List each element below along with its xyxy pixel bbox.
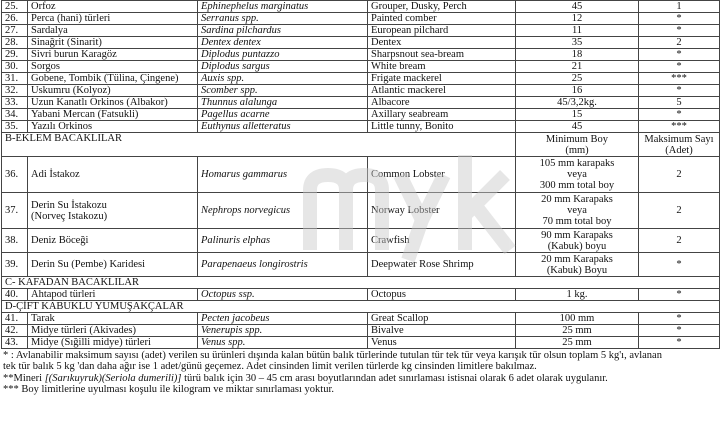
english-name: Octopus — [368, 289, 516, 301]
table-row — [2, 85, 720, 97]
turkish-name — [28, 253, 198, 277]
footnote-1: * : Avlanabilir maksimum sayısı (adet) verilen su ürünleri dışında kalan bütün balık türlerinde tutulan tür tek tür veya karışık tür olsun toplam 5 kg'ı, avlanan — [3, 350, 662, 361]
scientific-name: Thunnus alalunga — [198, 97, 368, 109]
row-number: 30. — [2, 61, 28, 73]
table-row — [2, 337, 720, 349]
english-name: Frigate mackerel — [368, 73, 516, 85]
maximum-count: 2 — [639, 37, 720, 49]
english-name: Sharpsnout sea-bream — [368, 49, 516, 61]
table-row — [2, 1, 720, 13]
table-row — [2, 97, 720, 109]
turkish-name: Uzun Kanatlı Orkinos (Albakor) — [28, 97, 198, 109]
scientific-name: Scomber spp. — [198, 85, 368, 97]
turkish-name: Sorgos — [28, 61, 198, 73]
minimum-size — [516, 157, 639, 193]
minimum-size — [516, 229, 639, 253]
cell-line: (Norveç Istakozu) — [31, 210, 108, 222]
maximum-count: *** — [639, 121, 720, 133]
species-table-body — [2, 1, 720, 349]
english-name: European pilchard — [368, 25, 516, 37]
minimum-size: 45/3,2kg. — [516, 97, 639, 109]
maximum-count: * — [639, 109, 720, 121]
cell-line: 20 mm Karapaks — [541, 253, 613, 265]
turkish-name: Yazılı Orkinos — [28, 121, 198, 133]
section-b-header — [2, 133, 720, 157]
table-row — [2, 313, 720, 325]
maximum-count: * — [639, 61, 720, 73]
minimum-size: 11 — [516, 25, 639, 37]
maximum-count-header — [639, 133, 720, 157]
cell-line: (Kabuk) boyu — [547, 240, 607, 252]
minimum-size: 45 — [516, 1, 639, 13]
row-number: 31. — [2, 73, 28, 85]
footnote-3: *** Boy limitlerine uyulması koşulu ile kilogram ve miktar sınırlaması yoktur. — [3, 384, 335, 396]
cell-line: Adi İstakoz — [31, 169, 80, 180]
row-number: 32. — [2, 85, 28, 97]
turkish-name: Sardalya — [28, 25, 198, 37]
table-row — [2, 157, 720, 193]
table-row — [2, 25, 720, 37]
table-row — [2, 13, 720, 25]
footnote-2 — [3, 373, 717, 384]
row-number: 34. — [2, 109, 28, 121]
maximum-count: 1 — [639, 1, 720, 13]
turkish-name — [28, 193, 198, 229]
cell-line: Minimum Boy — [545, 133, 609, 145]
cell-line: 70 mm total boy — [542, 216, 612, 227]
english-name: Painted comber — [368, 13, 516, 25]
scientific-name: Octopus ssp. — [198, 289, 368, 301]
english-name: Little tunny, Bonito — [368, 121, 516, 133]
scientific-name: Parapenaeus longirostris — [198, 253, 368, 277]
minimum-size — [516, 193, 639, 229]
english-name: Deepwater Rose Shrimp — [368, 253, 516, 277]
turkish-name: Midye (Sığilli midye) türleri — [28, 337, 198, 349]
footnote-2-prefix: **Mineri — [3, 372, 45, 384]
english-name: White bream — [368, 61, 516, 73]
minimum-size: 25 mm — [516, 337, 639, 349]
turkish-name: Perca (hani) türleri — [28, 13, 198, 25]
turkish-name — [28, 157, 198, 193]
row-number: 35. — [2, 121, 28, 133]
row-number: 33. — [2, 97, 28, 109]
table-row — [2, 253, 720, 277]
section-title: B-EKLEM BACAKLILAR — [2, 133, 516, 157]
table-row — [2, 109, 720, 121]
minimum-size: 1 kg. — [516, 289, 639, 301]
footnote-1-continued: tek tür balık 5 kg 'dan daha ağır ise 1 adet/günü geçemez. Adet cinsinden limit verilen türlerde kg cinsinden limitlere bakılmaz. — [3, 361, 537, 373]
english-name: Bivalve — [368, 325, 516, 337]
section-d-header — [2, 301, 720, 313]
scientific-name: Homarus gammarus — [198, 157, 368, 193]
minimum-size: 21 — [516, 61, 639, 73]
english-name: Venus — [368, 337, 516, 349]
turkish-name: Midye türleri (Akivades) — [28, 325, 198, 337]
minimum-size — [516, 253, 639, 277]
cell-line: 300 mm total boy — [539, 180, 615, 191]
english-name: Norway Lobster — [368, 193, 516, 229]
row-number: 40. — [2, 289, 28, 301]
footnote-2-text: türü balık için 30 – 45 cm arası boyutlarından adet sınırlaması istisnai olarak 6 adet olarak uygulanır. — [181, 372, 608, 384]
table-row — [2, 193, 720, 229]
scientific-name: Ephinephelus marginatus — [198, 1, 368, 13]
english-name: Axillary seabream — [368, 109, 516, 121]
maximum-count: * — [639, 313, 720, 325]
minimum-size: 16 — [516, 85, 639, 97]
cell-line: Deniz Böceği — [31, 235, 89, 246]
regulation-document — [1, 0, 719, 396]
table-row — [2, 121, 720, 133]
maximum-count: * — [639, 337, 720, 349]
scientific-name: Dentex dentex — [198, 37, 368, 49]
minimum-size: 100 mm — [516, 313, 639, 325]
minimum-size-header — [516, 133, 639, 157]
turkish-name — [28, 229, 198, 253]
english-name: Common Lobster — [368, 157, 516, 193]
row-number: 28. — [2, 37, 28, 49]
maximum-count: 2 — [639, 157, 720, 193]
row-number: 39. — [2, 253, 28, 277]
minimum-size: 25 — [516, 73, 639, 85]
scientific-name: Palinuris elphas — [198, 229, 368, 253]
minimum-size: 15 — [516, 109, 639, 121]
cell-line: 105 mm karapaks — [539, 158, 615, 169]
row-number: 38. — [2, 229, 28, 253]
scientific-name: Sardina pilchardus — [198, 25, 368, 37]
scientific-name: Venerupis spp. — [198, 325, 368, 337]
footnote-2-species: [(Sarıkuyruk)(Seriola dumerili)] — [44, 372, 182, 384]
maximum-count: 2 — [639, 193, 720, 229]
footnotes — [1, 349, 719, 396]
species-limits-table — [1, 0, 720, 349]
minimum-size: 12 — [516, 13, 639, 25]
turkish-name: Uskumru (Kolyoz) — [28, 85, 198, 97]
section-title: C- KAFADAN BACAKLILAR — [2, 277, 720, 289]
maximum-count: * — [639, 289, 720, 301]
table-row — [2, 61, 720, 73]
row-number: 43. — [2, 337, 28, 349]
turkish-name: Tarak — [28, 313, 198, 325]
section-c-header — [2, 277, 720, 289]
table-row — [2, 229, 720, 253]
row-number: 37. — [2, 193, 28, 229]
minimum-size: 18 — [516, 49, 639, 61]
minimum-size: 35 — [516, 37, 639, 49]
scientific-name: Serranus spp. — [198, 13, 368, 25]
scientific-name: Venus spp. — [198, 337, 368, 349]
maximum-count: 2 — [639, 229, 720, 253]
maximum-count: * — [639, 253, 720, 277]
scientific-name: Auxis spp. — [198, 73, 368, 85]
english-name: Dentex — [368, 37, 516, 49]
maximum-count: * — [639, 13, 720, 25]
row-number: 36. — [2, 157, 28, 193]
turkish-name: Orfoz — [28, 1, 198, 13]
table-row — [2, 37, 720, 49]
row-number: 42. — [2, 325, 28, 337]
english-name: Crawfish — [368, 229, 516, 253]
english-name: Atlantic mackerel — [368, 85, 516, 97]
maximum-count: * — [639, 25, 720, 37]
cell-line: 20 mm Karapaks — [541, 194, 613, 205]
english-name: Albacore — [368, 97, 516, 109]
scientific-name: Nephrops norvegicus — [198, 193, 368, 229]
turkish-name: Yabani Mercan (Fatsukli) — [28, 109, 198, 121]
row-number: 29. — [2, 49, 28, 61]
maximum-count: * — [639, 325, 720, 337]
turkish-name: Sivri burun Karagöz — [28, 49, 198, 61]
table-row — [2, 325, 720, 337]
scientific-name: Pecten jacobeus — [198, 313, 368, 325]
minimum-size: 25 mm — [516, 325, 639, 337]
cell-line: veya — [567, 205, 587, 216]
table-row — [2, 73, 720, 85]
maximum-count: 5 — [639, 97, 720, 109]
scientific-name: Pagellus acarne — [198, 109, 368, 121]
cell-line: (Adet) — [665, 144, 693, 156]
row-number: 26. — [2, 13, 28, 25]
maximum-count: * — [639, 49, 720, 61]
section-title: D-ÇİFT KABUKLU YUMUŞAKÇALAR — [2, 301, 720, 313]
table-row — [2, 49, 720, 61]
turkish-name: Gobene, Tombik (Tülina, Çingene) — [28, 73, 198, 85]
row-number: 27. — [2, 25, 28, 37]
cell-line: Derin Su (Pembe) Karidesi — [31, 259, 146, 270]
turkish-name: Ahtapod türleri — [28, 289, 198, 301]
english-name: Grouper, Dusky, Perch — [368, 1, 516, 13]
scientific-name: Euthynus alletteratus — [198, 121, 368, 133]
minimum-size: 45 — [516, 121, 639, 133]
english-name: Great Scallop — [368, 313, 516, 325]
scientific-name: Diplodus puntazzo — [198, 49, 368, 61]
cell-line: Derin Su İstakozu — [31, 199, 107, 211]
cell-line: (mm) — [565, 144, 589, 156]
row-number: 25. — [2, 1, 28, 13]
cell-line: veya — [567, 169, 587, 180]
scientific-name: Diplodus sargus — [198, 61, 368, 73]
cell-line: Maksimum Sayı — [644, 133, 714, 145]
maximum-count: *** — [639, 73, 720, 85]
cell-line: 90 mm Karapaks — [541, 229, 613, 241]
table-row — [2, 289, 720, 301]
cell-line: (Kabuk) Boyu — [546, 264, 608, 276]
maximum-count: * — [639, 85, 720, 97]
row-number: 41. — [2, 313, 28, 325]
turkish-name: Sinağrit (Sinarit) — [28, 37, 198, 49]
